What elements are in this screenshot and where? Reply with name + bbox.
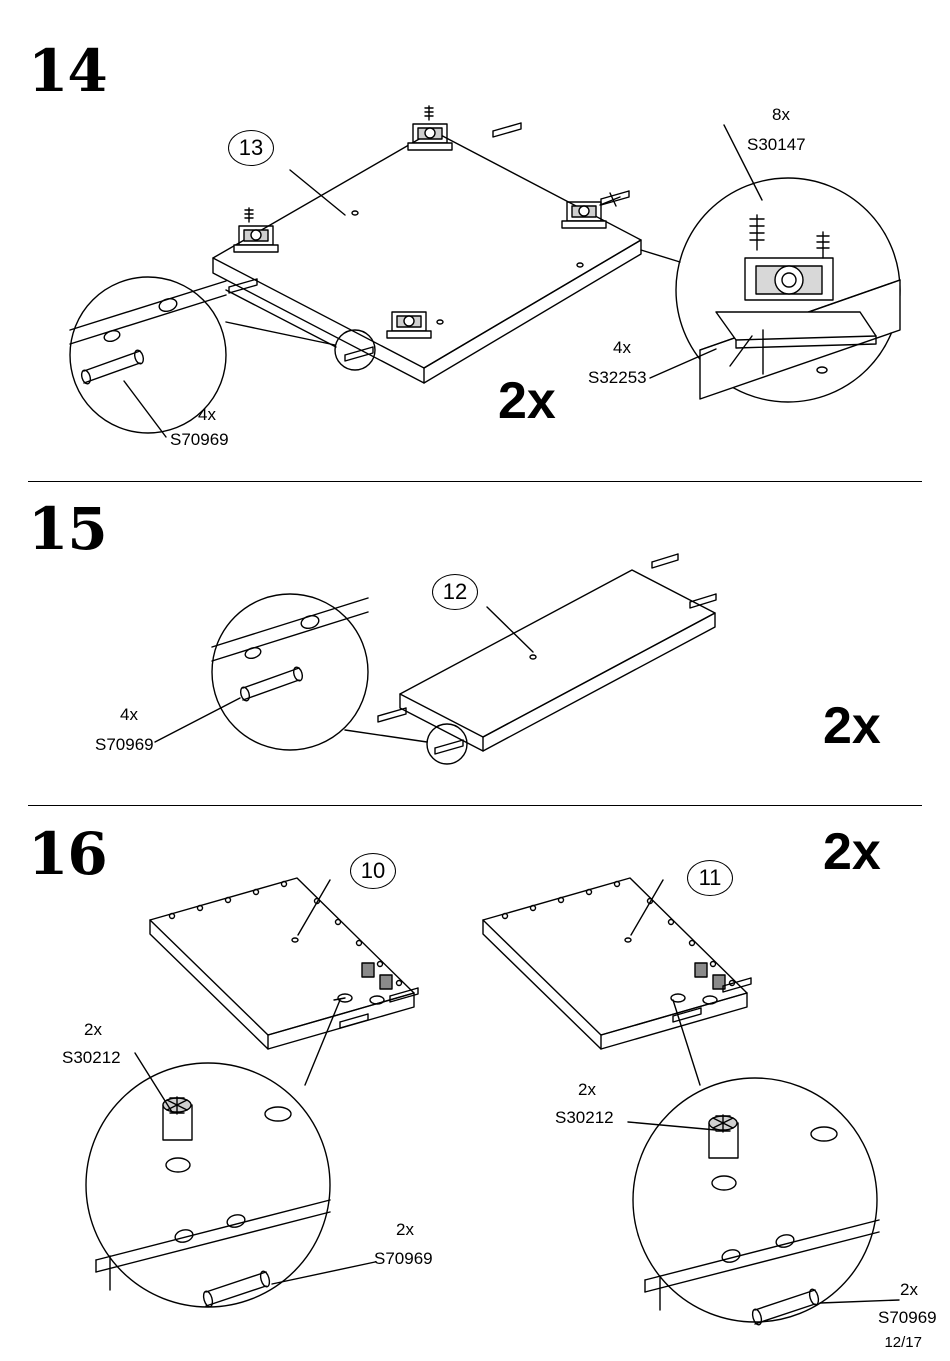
callout-panel-10: 10 <box>350 853 396 889</box>
step15-leader-s70969 <box>155 698 240 742</box>
step16-right-detail <box>633 1078 879 1326</box>
step15-qty-s70969: 4x <box>120 705 138 724</box>
step15-part-s70969: S70969 <box>95 735 154 754</box>
callout-panel-12: 12 <box>432 574 478 610</box>
step16-left-qty-s70969: 2x <box>396 1220 414 1239</box>
step16-right-leader-s70969 <box>820 1300 899 1303</box>
step14-qty-s32253: 4x <box>613 338 631 357</box>
divider-step15-16 <box>28 805 922 806</box>
step16-panel-10 <box>150 878 418 1049</box>
step14-part-s70969: S70969 <box>170 430 229 449</box>
step14-part-s32253: S32253 <box>588 368 647 387</box>
step14-qty-s30147: 8x <box>772 105 790 124</box>
step16-left-detail <box>86 1063 330 1308</box>
step16-left-part-s70969: S70969 <box>374 1249 433 1268</box>
step16-right-part-s70969: S70969 <box>878 1308 937 1327</box>
step14-detail-caster <box>676 178 900 402</box>
step-number-14: 14 <box>28 37 107 105</box>
step-number-15: 15 <box>28 495 107 563</box>
step16-right-qty-s70969: 2x <box>900 1280 918 1299</box>
step-number-16: 16 <box>28 820 107 888</box>
step16-panel-11 <box>483 878 751 1049</box>
step14-part-s30147: S30147 <box>747 135 806 154</box>
step16-repeat-qty: 2x <box>823 823 881 881</box>
step16-left-qty-s30212: 2x <box>84 1020 102 1039</box>
step15-repeat-qty: 2x <box>823 697 881 755</box>
step16-left-part-s30212: S30212 <box>62 1048 121 1067</box>
step16-right-qty-s30212: 2x <box>578 1080 596 1099</box>
callout-panel-13: 13 <box>228 130 274 166</box>
step14-detail-connector <box>641 250 680 262</box>
step14-repeat-qty: 2x <box>498 372 556 430</box>
step14-panel-13 <box>213 131 641 383</box>
step14-qty-s70969: 4x <box>198 405 216 424</box>
step16-right-part-s30212: S30212 <box>555 1108 614 1127</box>
callout-panel-11: 11 <box>687 860 733 896</box>
page-footer: 12/17 <box>884 1334 922 1351</box>
divider-step14-15 <box>28 481 922 482</box>
step14-caster-top <box>408 106 452 150</box>
